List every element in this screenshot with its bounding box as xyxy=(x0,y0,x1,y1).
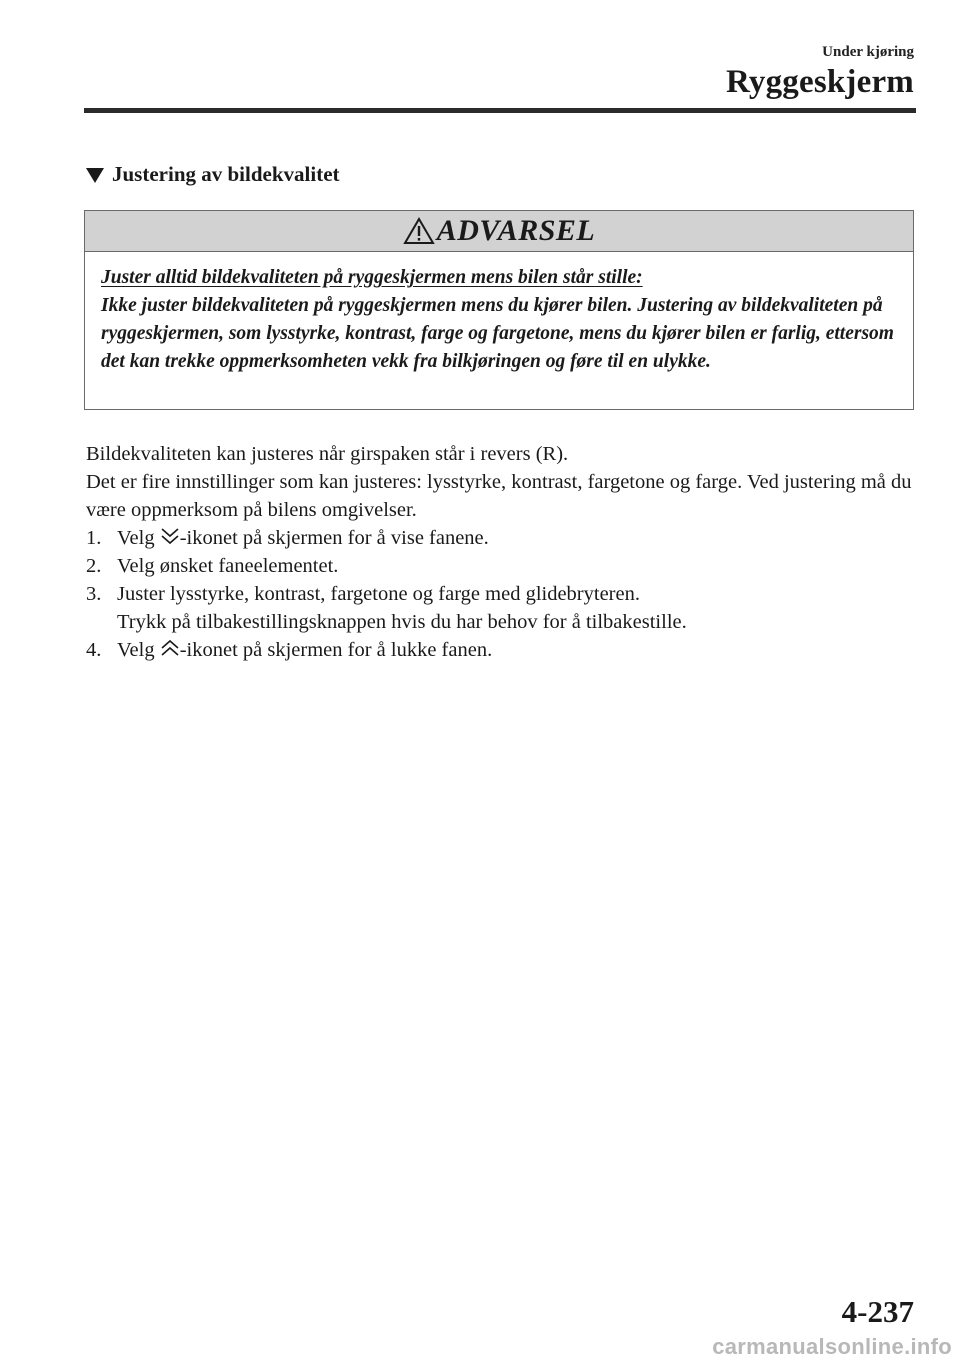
double-chevron-down-icon xyxy=(160,526,180,546)
page-number: 4-237 xyxy=(841,1294,914,1329)
step-text xyxy=(117,636,916,664)
step-text-after: -ikonet på skjermen for å vise fanene. xyxy=(179,527,489,549)
step-text-main: Juster lysstyrke, kontrast, fargetone og farge med glidebryteren. xyxy=(117,583,640,605)
step-list xyxy=(86,524,916,664)
triangle-bullet-icon xyxy=(86,168,104,183)
watermark: carmanualsonline.info xyxy=(712,1334,952,1359)
step-text xyxy=(117,524,916,552)
section-heading-text: Justering av bildekvalitet xyxy=(112,162,340,186)
warning-text: Ikke juster bildekvaliteten på ryggeskjermen mens du kjører bilen. Justering av bildekvaliteten på ryggeskjermen, som lysstyrke, kontrast, farge og fargetone, mens du kjører bilen er farlig, ettersom det kan trekke oppmerksomheten vekk fra bilkjøringen og føre til en ulykke. xyxy=(101,295,894,372)
step-text xyxy=(117,580,916,636)
double-chevron-up-icon xyxy=(160,638,180,658)
step-text-before: Velg xyxy=(117,639,160,661)
step-item xyxy=(86,580,916,636)
warning-triangle-icon xyxy=(403,217,435,245)
warning-box xyxy=(84,210,914,410)
warning-body xyxy=(85,252,913,376)
step-number: 2. xyxy=(86,555,102,577)
step-text-after: -ikonet på skjermen for å lukke fanen. xyxy=(179,639,493,661)
paragraph: Bildekvaliteten kan justeres når girspaken står i revers (R). xyxy=(86,443,569,465)
warning-title: ADVARSEL xyxy=(436,214,596,247)
step-item xyxy=(86,524,916,552)
paragraph: Det er fire innstillinger som kan justeres: lysstyrke, kontrast, fargetone og farge. Ved justering må du være oppmerksom på bilens omgivelser. xyxy=(86,471,912,521)
step-number: 4. xyxy=(86,639,102,661)
step-item xyxy=(86,552,916,580)
step-text: Velg ønsket faneelementet. xyxy=(117,555,339,577)
step-text-before: Velg xyxy=(117,527,160,549)
step-number: 1. xyxy=(86,527,102,549)
page-title: Ryggeskjerm xyxy=(726,64,914,100)
section-heading xyxy=(86,162,340,187)
body-text xyxy=(86,440,916,664)
warning-lead: Juster alltid bildekvaliteten på ryggeskjermen mens bilen står stille: xyxy=(101,267,643,288)
section-label: Under kjøring xyxy=(822,44,914,60)
step-number: 3. xyxy=(86,583,102,605)
header-divider xyxy=(84,108,916,113)
step-note: Trykk på tilbakestillingsknappen hvis du har behov for å tilbakestille. xyxy=(117,611,687,633)
step-item xyxy=(86,636,916,664)
warning-header xyxy=(85,211,913,252)
